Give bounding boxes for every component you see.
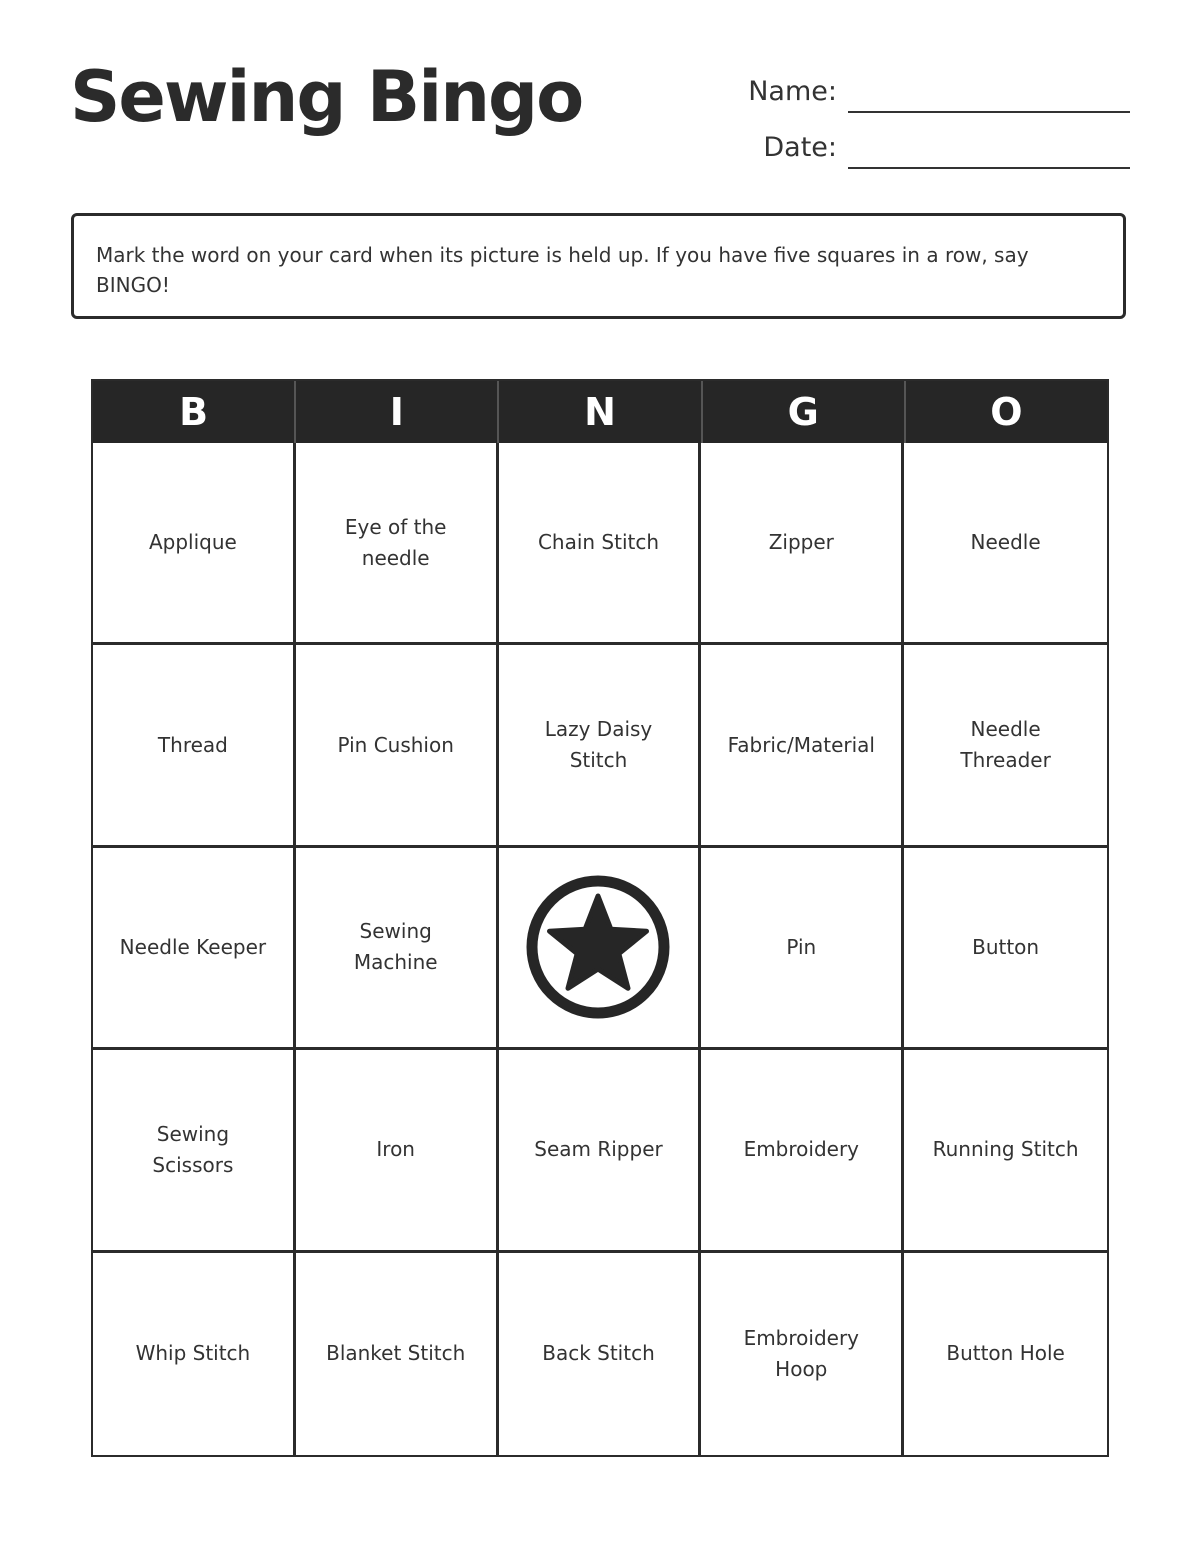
bingo-cell[interactable]: Sewing Scissors [93,1050,296,1252]
page-title: Sewing Bingo [70,56,583,138]
bingo-cell[interactable]: Button Hole [946,1341,1065,1366]
date-line[interactable] [848,167,1130,169]
bingo-cell[interactable]: Zipper [701,443,904,645]
bingo-header-row [93,381,1107,443]
bingo-cell[interactable]: Embroidery [701,1050,904,1252]
column-header-o: O [990,390,1023,434]
bingo-cell[interactable]: Seam Ripper [499,1050,702,1252]
instructions-box: Mark the word on your card when its picture is held up. If you have five squares in a row, say BINGO! [71,213,1126,319]
free-space-cell[interactable] [499,848,702,1050]
bingo-cell[interactable]: Applique [93,443,296,645]
bingo-cell[interactable]: Running Stitch [904,1050,1107,1252]
bingo-cell[interactable]: Blanket Stitch [296,1253,499,1455]
bingo-board [91,379,1109,1457]
star-in-circle-icon [523,872,673,1022]
bingo-cell[interactable]: Button [904,848,1107,1050]
name-field [720,74,1130,114]
name-label: Name: [748,76,837,107]
bingo-cell[interactable]: Pin Cushion [296,645,499,847]
column-header-b: B [93,381,296,443]
column-header-n: N [499,381,702,443]
bingo-cell[interactable]: Pin [701,848,904,1050]
bingo-cell[interactable]: Needle [904,443,1107,645]
bingo-cell[interactable]: Iron [296,1050,499,1252]
bingo-cell[interactable]: Embroidery Hoop [701,1253,904,1455]
name-line[interactable] [848,111,1130,113]
bingo-grid [93,443,1107,1455]
bingo-cell[interactable]: Whip Stitch [93,1253,296,1455]
bingo-cell[interactable]: Needle Keeper [93,848,296,1050]
bingo-cell[interactable]: Lazy Daisy Stitch [499,645,702,847]
column-header-i: I [296,381,499,443]
bingo-cell[interactable]: Back Stitch [499,1253,702,1455]
column-header-g: G [703,381,906,443]
bingo-cell[interactable]: Chain Stitch [499,443,702,645]
bingo-cell[interactable]: Eye of the needle [296,443,499,645]
date-field [720,130,1130,170]
bingo-cell[interactable]: Thread [93,645,296,847]
date-label: Date: [763,132,837,163]
bingo-cell[interactable]: Fabric/Material [701,645,904,847]
bingo-cell[interactable]: Sewing Machine [296,848,499,1050]
bingo-cell[interactable]: Needle Threader [904,645,1107,847]
